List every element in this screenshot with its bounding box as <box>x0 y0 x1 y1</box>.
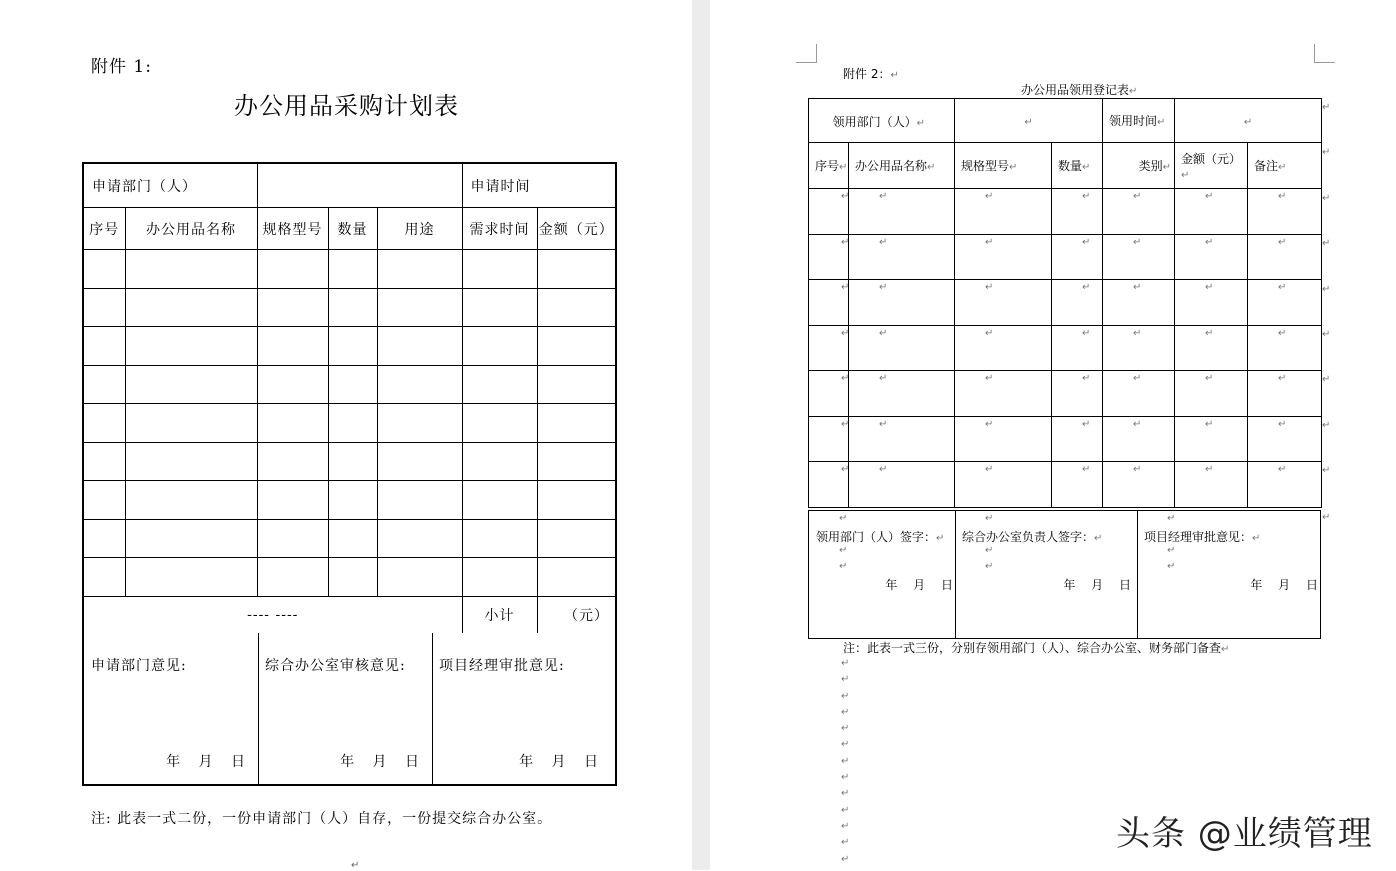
watermark-text: 头条 @业绩管理 <box>1116 814 1373 854</box>
manager-approval-label: 项目经理审批意见: <box>439 658 565 674</box>
table-cell[interactable] <box>462 288 537 327</box>
purchase-note: 注: 此表一式二份，一份申请部门（人）自存，一份提交综合办公室。 <box>91 811 553 827</box>
table-cell[interactable]: ↵ <box>1052 371 1103 417</box>
table-row <box>809 234 1322 280</box>
attachment-2-label: 附件 2：↵ <box>843 67 899 81</box>
table-cell[interactable]: ↵ <box>1248 234 1322 280</box>
table-cell[interactable]: ↵ <box>1248 325 1322 371</box>
table-cell[interactable] <box>83 404 125 443</box>
col-header: 类别↵ <box>1103 143 1175 189</box>
applicant-dept-label: 申请部门（人） <box>92 178 197 195</box>
table-row <box>83 481 616 520</box>
table-cell[interactable] <box>125 519 257 558</box>
table-cell[interactable] <box>257 481 328 520</box>
date-text: 年 月 日 <box>166 754 246 770</box>
col-header: 序号 <box>83 208 125 250</box>
table-cell[interactable] <box>462 519 537 558</box>
table-cell[interactable] <box>328 250 377 289</box>
requisition-rows <box>809 189 1322 508</box>
table-cell[interactable] <box>83 250 125 289</box>
table-row <box>83 558 616 597</box>
time-label: 领用时间 <box>1109 114 1158 128</box>
table-cell[interactable] <box>328 481 377 520</box>
table-cell[interactable]: ↵ <box>1052 325 1103 371</box>
table-cell[interactable]: ↵ <box>809 280 849 326</box>
table-cell[interactable] <box>462 365 537 404</box>
table-cell[interactable]: ↵ <box>955 416 1052 462</box>
requisition-table: 领用部门（人）↵ ↵ 领用时间↵ ↵ 序号↵ 办公用品名称↵ 规格型号↵ 数量↵ 类别↵ 金额（元）↵ 备注↵ ↵ ↵ ↵ ↵ ↵ ↵ ↵ ↵ ↵ ↵ ↵ ↵ ↵ ↵ ↵ ↵ ↵ ↵ ↵ ↵ ↵ ↵ ↵ ↵ ↵ ↵ ↵ ↵ ↵ ↵ ↵ ↵ ↵ ↵ ↵ ↵ ↵ ↵ ↵ ↵ ↵ ↵ ↵ ↵ ↵ ↵ ↵ ↵ ↵ <box>808 98 1322 508</box>
table-cell[interactable] <box>125 250 257 289</box>
table-cell[interactable]: ↵ <box>1175 371 1248 417</box>
table-cell[interactable] <box>537 558 616 597</box>
crop-mark-right <box>1314 44 1335 63</box>
table-row <box>809 371 1322 417</box>
table-cell[interactable]: ↵ <box>1248 280 1322 326</box>
table-cell[interactable]: ↵ <box>1103 189 1175 235</box>
manager-approval-box[interactable] <box>432 633 615 784</box>
requisition-header-row <box>809 143 1322 189</box>
table-cell[interactable] <box>377 288 462 327</box>
table-cell[interactable]: ↵ <box>1248 371 1322 417</box>
table-cell[interactable] <box>83 288 125 327</box>
table-cell[interactable] <box>377 481 462 520</box>
table-row <box>809 189 1322 235</box>
table-cell[interactable] <box>83 442 125 481</box>
table-cell[interactable] <box>537 481 616 520</box>
date-text: 年 月 日 <box>519 754 599 770</box>
signature-row <box>808 510 1321 639</box>
table-cell[interactable] <box>462 327 537 366</box>
table-cell[interactable] <box>537 327 616 366</box>
manager-signature-label: 项目经理审批意见：↵ <box>1144 530 1261 544</box>
col-header: 需求时间 <box>462 208 537 250</box>
table-cell[interactable]: ↵ <box>849 462 955 508</box>
table-cell[interactable] <box>377 519 462 558</box>
table-cell[interactable] <box>83 481 125 520</box>
dept-label: 领用部门（人）↵ <box>832 115 925 129</box>
attachment-1-label: 附件 1: <box>91 57 152 77</box>
table-cell[interactable]: ↵ <box>1175 189 1248 235</box>
table-cell[interactable]: ↵ <box>809 371 849 417</box>
table-cell[interactable]: ↵ <box>955 371 1052 417</box>
table-cell[interactable] <box>377 365 462 404</box>
table-cell[interactable]: ↵ <box>849 325 955 371</box>
table-cell[interactable]: ↵ <box>1052 189 1103 235</box>
office-review-box[interactable] <box>258 633 433 784</box>
col-header: 用途 <box>377 208 462 250</box>
table-cell[interactable]: ↵ <box>1103 371 1175 417</box>
table-cell[interactable] <box>257 250 328 289</box>
table-cell[interactable] <box>328 288 377 327</box>
table-cell[interactable] <box>125 404 257 443</box>
table-cell[interactable] <box>257 404 328 443</box>
table-cell[interactable] <box>328 365 377 404</box>
table-cell[interactable] <box>462 442 537 481</box>
dept-field[interactable]: ↵ <box>955 99 1103 143</box>
table-cell[interactable] <box>537 365 616 404</box>
table-cell[interactable]: ↵ <box>1103 234 1175 280</box>
table-cell[interactable] <box>537 404 616 443</box>
table-cell[interactable] <box>377 558 462 597</box>
table-cell[interactable]: ↵ <box>849 280 955 326</box>
table-cell[interactable] <box>125 327 257 366</box>
applicant-opinion-box[interactable] <box>84 633 259 784</box>
crop-mark-left <box>796 44 817 63</box>
table-cell[interactable] <box>257 327 328 366</box>
table-cell[interactable] <box>328 519 377 558</box>
table-row <box>83 519 616 558</box>
table-cell[interactable] <box>83 327 125 366</box>
subtotal-unit: （元） <box>537 596 616 634</box>
col-header: 备注↵ <box>1248 143 1322 189</box>
requisition-note: 注：此表一式三份，分别存领用部门（人）、综合办公室、财务部门备查↵ <box>843 641 1230 655</box>
purchase-rows <box>83 250 616 597</box>
table-cell[interactable]: ↵ <box>1103 280 1175 326</box>
table-cell[interactable] <box>328 442 377 481</box>
table-cell[interactable] <box>125 288 257 327</box>
table-row <box>83 288 616 327</box>
table-cell[interactable] <box>462 404 537 443</box>
table-row <box>83 327 616 366</box>
table-cell[interactable]: ↵ <box>955 280 1052 326</box>
table-cell[interactable] <box>257 365 328 404</box>
table-cell[interactable] <box>462 250 537 289</box>
table-cell[interactable]: ↵ <box>809 189 849 235</box>
purchase-header-row <box>83 208 616 250</box>
table-cell[interactable]: ↵ <box>1175 325 1248 371</box>
table-row <box>809 325 1322 371</box>
table-cell[interactable]: ↵ <box>809 416 849 462</box>
table-cell[interactable] <box>537 250 616 289</box>
table-cell[interactable]: ↵ <box>955 189 1052 235</box>
office-signature-box[interactable]: ↵ 综合办公室负责人签字：↵ ↵ ↵ 年 月 日 <box>955 511 1138 638</box>
apply-time-label: 申请时间 <box>470 178 531 195</box>
table-cell[interactable] <box>125 365 257 404</box>
table-row <box>83 442 616 481</box>
table-cell[interactable] <box>377 250 462 289</box>
applicant-opinion-label: 申请部门意见: <box>91 658 187 674</box>
time-field[interactable]: ↵ <box>1175 99 1322 143</box>
table-cell[interactable] <box>537 519 616 558</box>
table-row <box>809 462 1322 508</box>
table-cell[interactable] <box>328 404 377 443</box>
table-cell[interactable] <box>537 442 616 481</box>
applicant-dept-field[interactable] <box>257 163 462 208</box>
col-header: 序号↵ <box>809 143 849 189</box>
col-header: 办公用品名称↵ <box>849 143 955 189</box>
table-cell[interactable]: ↵ <box>809 234 849 280</box>
table-cell[interactable] <box>377 442 462 481</box>
subtotal-label: 小计 <box>462 596 537 634</box>
table-cell[interactable]: ↵ <box>809 462 849 508</box>
table-cell[interactable] <box>83 558 125 597</box>
table-cell[interactable]: ↵ <box>1248 416 1322 462</box>
table-cell[interactable] <box>328 558 377 597</box>
col-header: 金额（元） <box>537 208 616 250</box>
table-cell[interactable]: ↵ <box>1052 280 1103 326</box>
table-cell[interactable] <box>328 327 377 366</box>
table-cell[interactable]: ↵ <box>1052 416 1103 462</box>
table-cell[interactable] <box>377 327 462 366</box>
page-gutter <box>692 0 710 870</box>
table-cell[interactable]: ↵ <box>849 416 955 462</box>
table-cell[interactable] <box>257 558 328 597</box>
summary-dashes: ---- ---- <box>83 596 462 634</box>
col-header: 规格型号 <box>257 208 328 250</box>
date-text: 年 月 日 <box>340 754 420 770</box>
col-header: 规格型号↵ <box>955 143 1052 189</box>
table-cell[interactable] <box>462 481 537 520</box>
table-cell[interactable]: ↵ <box>1052 462 1103 508</box>
table-cell[interactable] <box>125 442 257 481</box>
table-cell[interactable]: ↵ <box>955 325 1052 371</box>
table-cell[interactable]: ↵ <box>1175 234 1248 280</box>
manager-signature-box[interactable]: ↵ 项目经理审批意见：↵ ↵ ↵ 年 月 日 <box>1144 513 1318 592</box>
paragraph-mark: ↵ <box>351 860 360 871</box>
table-row <box>83 365 616 404</box>
table-row <box>83 404 616 443</box>
col-header: 办公用品名称 <box>125 208 257 250</box>
table-cell[interactable]: ↵ <box>955 462 1052 508</box>
opinion-row <box>82 633 617 786</box>
table-cell[interactable]: ↵ <box>849 371 955 417</box>
office-review-label: 综合办公室审核意见: <box>265 658 406 674</box>
table-cell[interactable]: ↵ <box>955 234 1052 280</box>
table-cell[interactable]: ↵ <box>1052 234 1103 280</box>
table-cell[interactable] <box>257 288 328 327</box>
table-row <box>809 280 1322 326</box>
table-cell[interactable]: ↵ <box>1248 189 1322 235</box>
purchase-plan-title: 办公用品采购计划表 <box>234 92 459 120</box>
date-text: 年 月 日 <box>1250 578 1318 592</box>
table-cell[interactable] <box>257 442 328 481</box>
table-cell[interactable]: ↵ <box>849 189 955 235</box>
table-cell[interactable] <box>125 481 257 520</box>
table-cell[interactable]: ↵ <box>1103 462 1175 508</box>
table-cell[interactable]: ↵ <box>1248 462 1322 508</box>
table-cell[interactable]: ↵ <box>1175 280 1248 326</box>
table-cell[interactable]: ↵ <box>809 325 849 371</box>
table-cell[interactable] <box>83 519 125 558</box>
office-signature-label: 综合办公室负责人签字：↵ <box>962 530 1103 544</box>
empty-paragraph-marks: ↵ ↵ ↵ ↵ ↵ ↵ ↵ ↵ ↵ ↵ ↵ ↵ ↵ <box>841 658 850 865</box>
table-cell[interactable] <box>462 558 537 597</box>
col-header: 数量↵ <box>1052 143 1103 189</box>
dept-signature-box[interactable]: ↵ 领用部门（人）签字：↵ ↵ ↵ 年 月 日 <box>809 511 956 638</box>
table-cell[interactable] <box>257 519 328 558</box>
table-cell[interactable] <box>125 558 257 597</box>
table-row <box>83 250 616 289</box>
dept-signature-label: 领用部门（人）签字：↵ <box>816 530 945 544</box>
table-cell[interactable]: ↵ <box>1175 462 1248 508</box>
col-header: 金额（元）↵ <box>1175 143 1248 189</box>
table-row <box>809 416 1322 462</box>
table-cell[interactable]: ↵ <box>1103 416 1175 462</box>
date-text: 年 月 日 <box>1063 578 1131 592</box>
col-header: 数量 <box>328 208 377 250</box>
table-cell[interactable] <box>377 404 462 443</box>
requisition-title: 办公用品领用登记表↵ <box>1021 83 1138 97</box>
date-text: 年 月 日 <box>885 578 953 592</box>
table-cell[interactable]: ↵ <box>1175 416 1248 462</box>
table-cell[interactable] <box>537 288 616 327</box>
table-cell[interactable]: ↵ <box>849 234 955 280</box>
table-cell[interactable]: ↵ <box>1103 325 1175 371</box>
table-cell[interactable] <box>83 365 125 404</box>
